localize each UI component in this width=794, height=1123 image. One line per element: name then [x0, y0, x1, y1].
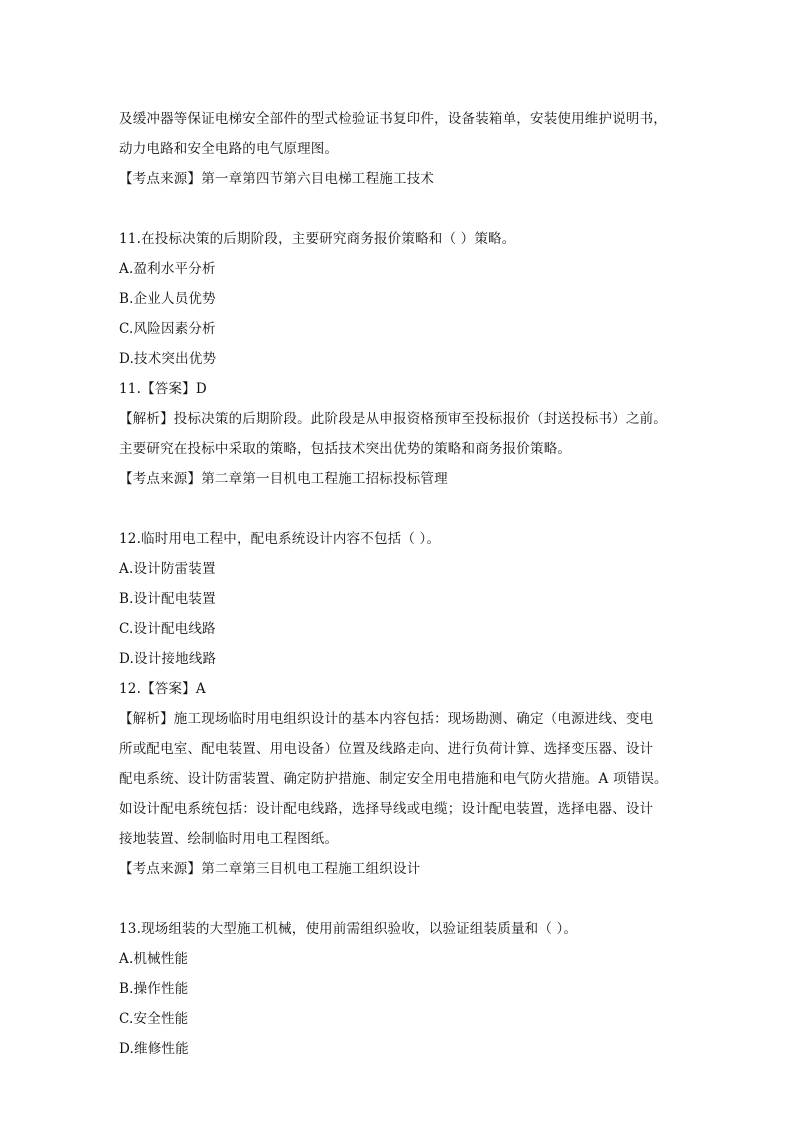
- option-b: B.企业人员优势: [119, 291, 216, 307]
- spacer: [119, 884, 679, 914]
- option-d: D.设计接地线路: [119, 651, 217, 667]
- option-c: C.设计配电线路: [119, 621, 216, 637]
- option-b: B.操作性能: [119, 981, 189, 997]
- option-c: C.安全性能: [119, 1011, 189, 1027]
- option-c: C.风险因素分析: [119, 321, 216, 337]
- analysis-line: 接地装置、绘制临时用电工程图纸。: [119, 831, 339, 847]
- option-a: A.设计防雷装置: [119, 561, 216, 577]
- question-11: [119, 224, 679, 494]
- spacer: [119, 494, 679, 524]
- answer-line: 11.【答案】D: [119, 381, 207, 397]
- source-line: 【考点来源】第二章第三目机电工程施工组织设计: [119, 861, 421, 877]
- source-line: 【考点来源】第二章第一目机电工程施工招标投标管理: [119, 471, 448, 487]
- analysis-line: 【解析】投标决策的后期阶段。此阶段是从申报资格预审至投标报价（封送投标书）之前。: [119, 411, 667, 427]
- analysis-line: 动力电路和安全电路的电气原理图。: [119, 141, 339, 157]
- analysis-line: 及缓冲器等保证电梯安全部件的型式检验证书复印件，设备装箱单，安装使用维护说明书，: [119, 111, 667, 127]
- option-d: D.维修性能: [119, 1041, 189, 1057]
- option-a: A.盈利水平分析: [119, 261, 216, 277]
- question-stem: 13.现场组装的大型施工机械，使用前需组织验收，以验证组装质量和（ ）。: [119, 921, 578, 937]
- option-d: D.技术突出优势: [119, 351, 217, 367]
- question-12: [119, 524, 679, 884]
- document-page: [119, 104, 679, 1064]
- question-stem: 11.在投标决策的后期阶段，主要研究商务报价策略和（ ）策略。: [119, 231, 516, 247]
- analysis-line: 如设计配电系统包括：设计配电线路，选择导线或电缆；设计配电装置，选择电器、设计: [119, 801, 654, 817]
- source-line: 【考点来源】第一章第四节第六目电梯工程施工技术: [119, 171, 435, 187]
- prev-answer-continuation: [119, 104, 679, 194]
- analysis-line: 【解析】施工现场临时用电组织设计的基本内容包括：现场勘测、确定（电源进线、变电: [119, 711, 654, 727]
- answer-line: 12.【答案】A: [119, 681, 206, 697]
- option-a: A.机械性能: [119, 951, 189, 967]
- spacer: [119, 194, 679, 224]
- analysis-line: 所或配电室、配电装置、用电设备）位置及线路走向、进行负荷计算、选择变压器、设计: [119, 741, 654, 757]
- option-b: B.设计配电装置: [119, 591, 216, 607]
- question-stem: 12.临时用电工程中，配电系统设计内容不包括（ ）。: [119, 531, 441, 547]
- question-13: [119, 914, 679, 1064]
- analysis-line: 配电系统、设计防雷装置、确定防护措施、制定安全用电措施和电气防火措施。A 项错误。: [119, 771, 668, 787]
- analysis-line: 主要研究在投标中采取的策略，包括技术突出优势的策略和商务报价策略。: [119, 441, 572, 457]
